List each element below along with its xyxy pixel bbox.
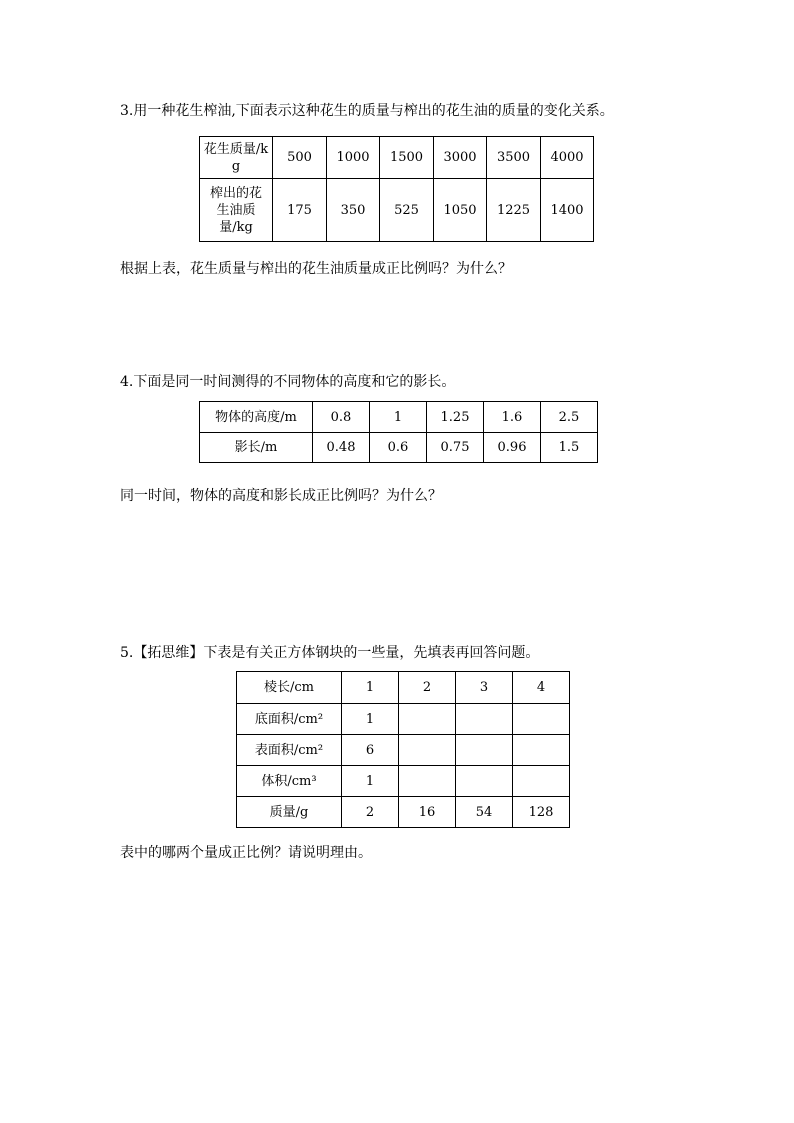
table-cell <box>513 766 570 797</box>
table-cell: 0.96 <box>484 433 541 463</box>
q5-text: 5.【拓思维】下表是有关正方体钢块的一些量，先填表再回答问题。 <box>120 645 540 661</box>
table-cell <box>399 704 456 735</box>
table-row <box>200 433 598 463</box>
row-header: 花生质量/kg <box>200 137 273 179</box>
table-cell: 0.8 <box>313 402 370 433</box>
table-cell: 1 <box>342 704 399 735</box>
q3-table <box>199 136 594 242</box>
table-cell: 0.6 <box>370 433 427 463</box>
table-cell <box>399 735 456 766</box>
q5-question: 表中的哪两个量成正比例？请说明理由。 <box>120 845 372 861</box>
q3-text: 3.用一种花生榨油,下面表示这种花生的质量与榨出的花生油的质量的变化关系。 <box>120 103 614 119</box>
table-cell: 3500 <box>487 137 541 179</box>
table-cell: 1.5 <box>541 433 598 463</box>
table-cell: 2.5 <box>541 402 598 433</box>
table-cell: 128 <box>513 797 570 828</box>
row-header: 榨出的花生油质量/kg <box>200 179 273 242</box>
table-cell: 1400 <box>541 179 594 242</box>
table-row <box>237 797 570 828</box>
row-header: 底面积/cm² <box>237 704 342 735</box>
row-header: 质量/g <box>237 797 342 828</box>
table-cell: 525 <box>380 179 434 242</box>
table-cell <box>456 735 513 766</box>
table-cell: 1050 <box>434 179 487 242</box>
table-cell: 0.75 <box>427 433 484 463</box>
table-cell: 1000 <box>327 137 380 179</box>
q4-table <box>199 401 598 463</box>
row-header: 体积/cm³ <box>237 766 342 797</box>
row-header: 棱长/cm <box>237 672 342 704</box>
table-cell: 2 <box>342 797 399 828</box>
table-cell: 16 <box>399 797 456 828</box>
table-cell: 1 <box>342 672 399 704</box>
table-cell: 1.6 <box>484 402 541 433</box>
table-cell <box>456 766 513 797</box>
table-cell: 1 <box>370 402 427 433</box>
table-cell: 2 <box>399 672 456 704</box>
table-cell: 1 <box>342 766 399 797</box>
table-cell: 1225 <box>487 179 541 242</box>
table-row <box>200 137 594 179</box>
table-row <box>237 672 570 704</box>
table-row <box>237 766 570 797</box>
table-cell: 1500 <box>380 137 434 179</box>
table-row <box>200 402 598 433</box>
table-cell: 3000 <box>434 137 487 179</box>
table-cell: 175 <box>273 179 327 242</box>
table-cell: 350 <box>327 179 380 242</box>
table-cell <box>456 704 513 735</box>
table-row <box>237 735 570 766</box>
row-header: 表面积/cm² <box>237 735 342 766</box>
q5-table <box>236 671 570 828</box>
table-cell <box>399 766 456 797</box>
row-header: 物体的高度/m <box>200 402 313 433</box>
table-cell: 4 <box>513 672 570 704</box>
table-cell: 0.48 <box>313 433 370 463</box>
row-header: 影长/m <box>200 433 313 463</box>
table-cell: 4000 <box>541 137 594 179</box>
table-row <box>200 179 594 242</box>
table-cell <box>513 735 570 766</box>
q3-question: 根据上表，花生质量与榨出的花生油质量成正比例吗？为什么？ <box>120 261 512 277</box>
table-cell: 1.25 <box>427 402 484 433</box>
table-row <box>237 704 570 735</box>
table-cell: 500 <box>273 137 327 179</box>
table-cell <box>513 704 570 735</box>
q4-question: 同一时间，物体的高度和影长成正比例吗？为什么？ <box>120 488 442 504</box>
q4-text: 4.下面是同一时间测得的不同物体的高度和它的影长。 <box>120 374 456 390</box>
table-cell: 6 <box>342 735 399 766</box>
table-cell: 54 <box>456 797 513 828</box>
table-cell: 3 <box>456 672 513 704</box>
